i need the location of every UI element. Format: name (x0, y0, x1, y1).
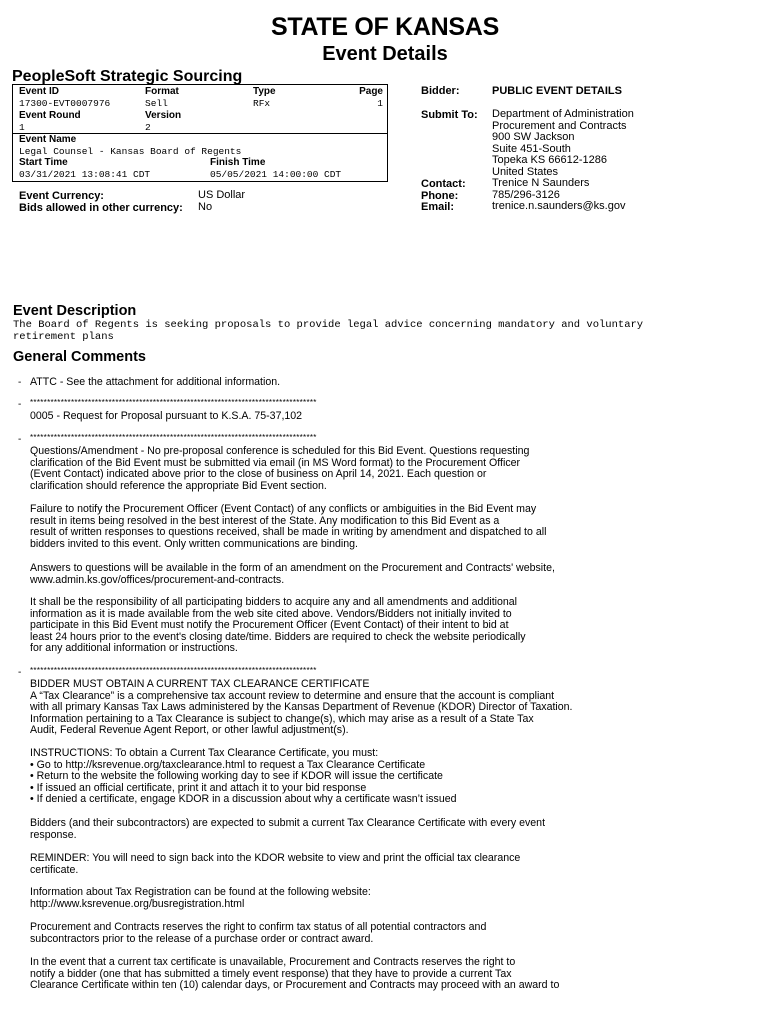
address-line: United States (492, 165, 559, 178)
event-description-line: The Board of Regents is seeking proposals to provide legal advice concerning mandatory and voluntary (13, 319, 644, 331)
bullet-dash: - (18, 399, 22, 410)
event-id-label: Event ID (19, 86, 60, 97)
start-time-label: Start Time (19, 157, 68, 168)
finish-time-label: Finish Time (210, 157, 266, 168)
finish-time-value: 05/05/2021 14:00:00 CDT (210, 169, 342, 180)
event-summary-box (12, 84, 388, 182)
general-comments-heading: General Comments (13, 349, 146, 365)
bidder-value: PUBLIC EVENT DETAILS (492, 85, 622, 97)
page-value: 1 (377, 98, 383, 109)
comment-questions: Questions/Amendment - No pre-proposal conference is scheduled for this Bid Event. Questions requesting clarification of the Bid Event must be submitted via email (in MS Word format) to the Procurement Officer (Event Contact) indicated above prior to the close of business on April 14, 2021. Each question or clarification should reference the appropriate Bid Event section. (30, 445, 530, 492)
page-subtitle: Event Details (322, 43, 448, 65)
event-description-line: retirement plans (13, 331, 114, 343)
contact-phone: 785/296-3126 (492, 188, 560, 201)
page-title: STATE OF KANSAS (271, 13, 499, 41)
bullet-dash: - (18, 377, 22, 388)
comment-info: Information about Tax Registration can be found at the following website: http://www.ksrevenue.org/busregistration.html (30, 886, 371, 910)
phone-label: Phone: (421, 190, 459, 202)
comment-attc: ATTC - See the attachment for additional information. (30, 376, 281, 388)
comment-reminder: REMINDER: You will need to sign back into the KDOR website to view and print the official tax clearance certificate. (30, 852, 521, 876)
event-name-value: Legal Counsel - Kansas Board of Regents (19, 146, 242, 157)
comment-tax-clearance: BIDDER MUST OBTAIN A CURRENT TAX CLEARANCE CERTIFICATE A “Tax Clearance” is a comprehensive tax account review to determine and ensure that the account is compliant with all primary Kansas Tax Laws administered by the Kansas Department of Revenue (KDOR) Director of Taxation. Information pertaining to a Tax Clearance is subject to change(s), which may arise as a result of a State Tax Audit, Federal Revenue Agent Report, or other lawful adjustment(s). (30, 678, 573, 737)
comment-responsibility: It shall be the responsibility of all participating bidders to acquire any and all amendments and additional information as it is made available from the web site cited above. Vendors/Bidders not initially invited to participate in this Bid Event must notify the Procurement Officer (Event Contact) of their intent to bid at least 24 hours prior to the event's closing date/time. Bidders are required to check the website periodically for any additional information or instructions. (30, 596, 526, 655)
comment-reserves: Procurement and Contracts reserves the right to confirm tax status of all potential contractors and subcontractors prior to the release of a purchase order or contract award. (30, 921, 487, 945)
type-label: Type (253, 86, 276, 97)
comment-rfp: 0005 - Request for Proposal pursuant to K.S.A. 75-37,102 (30, 410, 303, 422)
comment-event: In the event that a current tax certificate is unavailable, Procurement and Contracts reserves the right to notify a bidder (one that has submitted a timely event response) that they have to provide a current Tax Clearance Certificate within ten (10) calendar days, or Procurement and Contracts may proceed with an award to (30, 956, 560, 992)
address-line: 900 SW Jackson (492, 131, 575, 143)
comment-bidders: Bidders (and their subcontractors) are expected to submit a current Tax Clearance Certificate with every event response. (30, 817, 546, 841)
event-id-value: 17300-EVT0007976 (19, 98, 111, 109)
type-value: RFx (253, 98, 271, 109)
address-line: Procurement and Contracts (492, 119, 627, 132)
comment-instructions: INSTRUCTIONS: To obtain a Current Tax Clearance Certificate, you must: • Go to http://ksrevenue.org/taxclearance.html to request a Tax Clearance Certificate • Return to the website the following working day to see if KDOR will issue the certificate • If issued an official certificate, print it and attach it to your bid response • If denied a certificate, engage KDOR in a discussion about why a certificate wasn’t issued (30, 747, 457, 806)
bullet-dash: - (18, 667, 22, 678)
address-line: Topeka KS 66612-1286 (492, 154, 607, 166)
start-time-value: 03/31/2021 13:08:41 CDT (19, 169, 151, 180)
bullet-dash: - (18, 434, 22, 445)
contact-name: Trenice N Saunders (492, 177, 590, 189)
event-name-label: Event Name (19, 134, 77, 145)
address-line: Suite 451-South (492, 142, 571, 155)
other-currency-label: Bids allowed in other currency: (19, 202, 183, 214)
submit-to-label: Submit To: (421, 109, 478, 121)
page-label: Page (359, 86, 383, 97)
submit-address (492, 109, 634, 213)
sourcing-section-title: PeopleSoft Strategic Sourcing (12, 68, 243, 85)
email-label: Email: (421, 201, 455, 213)
event-description-heading: Event Description (13, 303, 137, 319)
contact-email[interactable]: trenice.n.saunders@ks.gov (492, 200, 626, 212)
event-round-label: Event Round (19, 110, 81, 121)
format-value: Sell (145, 98, 168, 109)
contact-label: Contact: (421, 178, 466, 190)
version-value: 2 (145, 122, 151, 133)
address-line: Department of Administration (492, 108, 634, 120)
comment-failure: Failure to notify the Procurement Officer (Event Contact) of any conflicts or ambiguities in the Bid Event may result in items being resolved in the best interest of the State. Any modification to this Bid Event as a result of written responses to questions received, shall be made in writing by amendment and dispatched to all bidders invited to this event. Only written communications are binding. (30, 503, 547, 550)
other-currency-value: No (198, 201, 213, 213)
separator-stars: ************************************************************************************ (30, 398, 317, 407)
separator-stars: ************************************************************************************ (30, 666, 317, 675)
event-round-value: 1 (19, 122, 25, 133)
format-label: Format (145, 86, 179, 97)
event-currency-label: Event Currency: (19, 190, 104, 202)
separator-stars: ************************************************************************************ (30, 433, 317, 442)
version-label: Version (145, 110, 182, 121)
comment-answers: Answers to questions will be available in the form of an amendment on the Procurement and Contracts' website, www.admin.ks.gov/offices/procurement-and-contracts. (30, 562, 555, 586)
event-currency-value: US Dollar (198, 189, 246, 201)
bidder-label: Bidder: (421, 85, 460, 97)
